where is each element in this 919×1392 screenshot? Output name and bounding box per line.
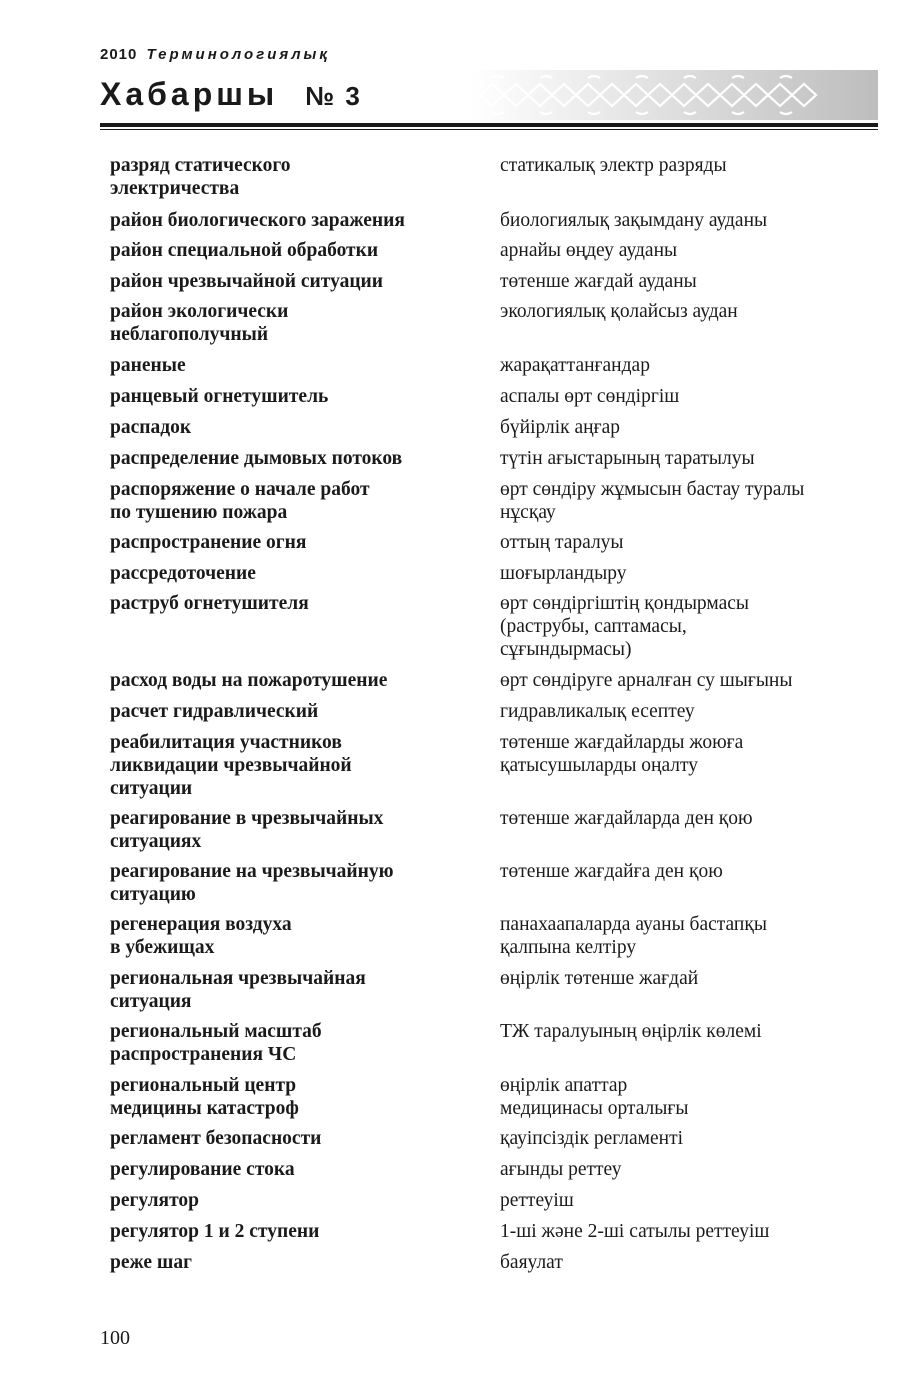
term-russian: район специальной обработки: [110, 240, 379, 261]
term-kazakh: статикалық электр разряды: [500, 155, 727, 176]
term-russian: реагирование на чрезвычайную ситуацию: [110, 861, 394, 905]
term-russian: район биологического заражения: [110, 210, 405, 231]
term-russian: регулятор: [110, 1190, 200, 1211]
term-kazakh: баяулат: [500, 1252, 563, 1273]
term-kazakh: төтенше жағдайға ден қою: [500, 861, 723, 882]
term-russian: региональная чрезвычайная ситуация: [110, 968, 366, 1012]
term-kazakh: ағынды реттеу: [500, 1159, 622, 1180]
term-russian: район экологически неблагополучный: [110, 301, 289, 345]
header-rule-thin: [100, 129, 878, 130]
term-russian: распоряжение о начале работ по тушению пожара: [110, 479, 370, 523]
term-kazakh: аспалы өрт сөндіргіш: [500, 386, 680, 407]
term-russian: региональный центр медицины катастроф: [110, 1075, 299, 1119]
term-russian: раструб огнетушителя: [110, 593, 309, 614]
term-kazakh: оттың таралуы: [500, 532, 624, 553]
term-kazakh: арнайы өңдеу ауданы: [500, 240, 678, 261]
term-kazakh: төтенше жағдайларда ден қою: [500, 808, 753, 829]
page-number: 100: [100, 1327, 130, 1349]
term-russian: рассредоточение: [110, 563, 256, 584]
term-russian: регламент безопасности: [110, 1128, 322, 1149]
term-russian: регенерация воздуха в убежищах: [110, 914, 292, 958]
journal-title: Хабаршы: [100, 76, 279, 112]
term-kazakh: реттеуіш: [500, 1190, 574, 1211]
term-kazakh: түтін ағыстарының таратылуы: [500, 448, 755, 469]
term-russian: распространение огня: [110, 532, 307, 553]
term-kazakh: жарақаттанғандар: [500, 355, 650, 376]
header-rule-thick: [100, 123, 878, 127]
term-russian: разряд статического электричества: [110, 155, 291, 199]
term-russian: раненые: [110, 355, 186, 376]
issue-number: № 3: [305, 81, 362, 111]
term-kazakh: төтенше жағдай ауданы: [500, 271, 697, 292]
term-russian: распадок: [110, 417, 192, 438]
term-russian: распределение дымовых потоков: [110, 448, 403, 469]
term-russian: реабилитация участников ликвидации чрезвычайной ситуации: [110, 732, 352, 799]
term-kazakh: гидравликалық есептеу: [500, 701, 695, 722]
term-kazakh: өңірлік төтенше жағдай: [500, 968, 699, 989]
term-kazakh: өрт сөндіргіштің қондырмасы (раструбы, саптамасы, сұғындырмасы): [500, 593, 750, 660]
term-russian: реагирование в чрезвычайных ситуациях: [110, 808, 384, 852]
term-kazakh: экологиялық қолайсыз аудан: [500, 301, 738, 322]
term-kazakh: төтенше жағдайларды жоюға қатысушыларды оңалту: [500, 732, 744, 776]
term-russian: региональный масштаб распространения ЧС: [110, 1021, 322, 1065]
term-russian: ранцевый огнетушитель: [110, 386, 329, 407]
term-kazakh: 1-ші және 2-ші сатылы реттеуіш: [500, 1221, 770, 1242]
term-kazakh: қауіпсіздік регламенті: [500, 1128, 684, 1149]
term-kazakh: панахаапаларда ауаны бастапқы қалпына келтіру: [500, 914, 767, 958]
term-kazakh: өрт сөндіруге арналған су шығыны: [500, 670, 793, 691]
term-kazakh: бүйірлік аңғар: [500, 417, 621, 438]
term-russian: расчет гидравлический: [110, 701, 319, 722]
term-russian: район чрезвычайной ситуации: [110, 271, 384, 292]
term-kazakh: шоғырландыру: [500, 563, 627, 584]
term-russian: расход воды на пожаротушение: [110, 670, 388, 691]
term-russian: реже шаг: [110, 1252, 192, 1273]
term-kazakh: биологиялық зақымдану ауданы: [500, 210, 768, 231]
journal-title-line: [100, 74, 362, 116]
term-kazakh: ТЖ таралуының өңірлік көлемі: [500, 1021, 762, 1042]
term-kazakh: өрт сөндіру жұмысын бастау туралы нұсқау: [500, 479, 805, 523]
term-russian: регулятор 1 и 2 ступени: [110, 1221, 320, 1242]
term-russian: регулирование стока: [110, 1159, 295, 1180]
journal-year: 2010: [100, 46, 138, 63]
journal-subtitle: Терминологиялық: [146, 46, 330, 63]
term-kazakh: өңірлік апаттар медицинасы орталығы: [500, 1075, 689, 1119]
ornament-band: [470, 70, 878, 120]
journal-year-line: [100, 46, 330, 63]
